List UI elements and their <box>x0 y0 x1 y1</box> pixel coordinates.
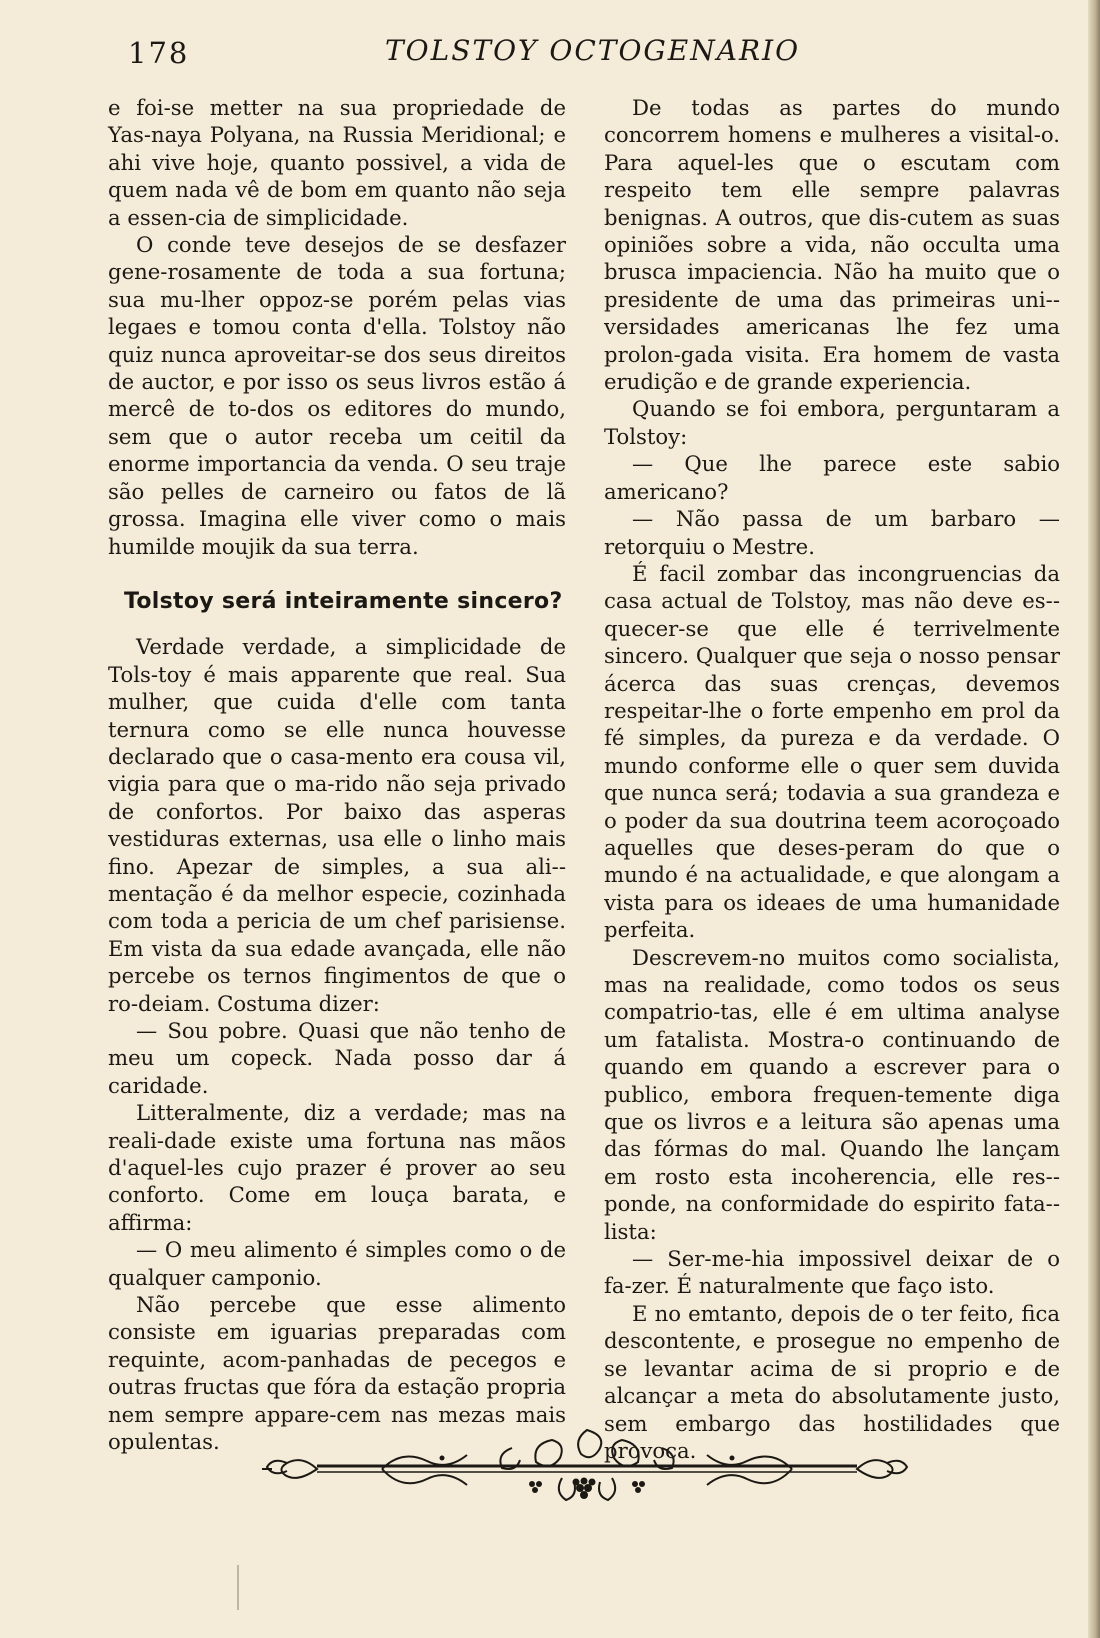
paragraph: Não percebe que esse alimento consiste em iguarias preparadas com requinte, acom-panhadas de pecegos e outras fructas que fóra da estação propria nem sempre appare-cem nas mezas mais opulentas. <box>108 1292 566 1455</box>
paragraph: Quando se foi embora, perguntaram a Tolstoy: <box>604 396 1060 449</box>
dialogue-line: — Que lhe parece este sabio americano? <box>604 451 1060 504</box>
paragraph: E no emtanto, depois de o ter feito, fica descontente, e prosegue no empenho de se levantar acima de si proprio e de alcançar a meta do absolutamente justo, sem embargo das hostilidades que provoca. <box>604 1300 1060 1463</box>
dialogue-line: — Sou pobre. Quasi que não tenho de meu um copeck. Nada posso dar á caridade. <box>108 1018 566 1098</box>
left-column <box>108 94 566 1456</box>
dialogue-line: — Não passa de um barbaro — retorquiu o Mestre. <box>604 506 1060 559</box>
vine-scroll-ornament-icon <box>262 1418 912 1508</box>
paragraph: Litteralmente, diz a verdade; mas na reali-dade existe uma fortuna nas mãos d'aquel-les cujo prazer é prover ao seu conforto. Come em louça barata, e affirma: <box>108 1100 566 1235</box>
running-title: TOLSTOY OCTOGENARIO <box>385 34 801 67</box>
paragraph: Descrevem-no muitos como socialista, mas na realidade, como todos os seus compatrio-tas, elle é em ultima analyse um fatalista. Mostra-o continuando de quando em quando a escrever para o publico, embora frequen-temente diga que os livros e a leitura são apenas uma das fórmas do mal. Quando lhe lançam em rosto esta incoherencia, elle res-ponde, na conformidade do espirito fata-lista: <box>604 944 1060 1244</box>
page-edge <box>1088 0 1100 1638</box>
paragraph: De todas as partes do mundo concorrem homens e mulheres a visital-o. Para aquel-les que o escutam com respeito tem elle sempre palavras benignas. A outros, que dis-cutem as suas opiniões sobre a vida, não occulta uma brusca impaciencia. Não ha muito que o presidente de uma das primeiras uni-versidades americanas lhe fez uma prolon-gada visita. Era homem de vasta erudição e de grande experiencia. <box>604 95 1060 395</box>
paragraph: É facil zombar das incongruencias da casa actual de Tolstoy, mas não deve es-quecer-se que elle é terrivelmente sincero. Qualquer que seja o nosso pensar ácerca das suas crenças, devemos respeitar-lhe o forte empenho em prol da fé simples, da pureza e da verdade. O mundo conforme elle o quer sem duvida que nunca será; todavia a sua grandeza e o poder da sua doutrina teem acoroçoado aquelles que deses-peram do que o mundo é na actualidade, e que alongam a vista para os ideaes de uma humanidade perfeita. <box>604 560 1060 943</box>
dialogue-line: — O meu alimento é simples como o de qualquer camponio. <box>108 1237 566 1290</box>
section-heading: Tolstoy será inteiramente sincero? <box>124 588 563 614</box>
paragraph: e foi-se metter na sua propriedade de Yas-naya Polyana, na Russia Meridional; e ahi vive hoje, quanto possivel, a vida de quem nada vê de bom em quanto não seja a essen-cia de simplicidade. <box>108 95 566 230</box>
right-column <box>604 94 1060 1464</box>
paragraph: Verdade verdade, a simplicidade de Tols-toy é mais apparente que real. Sua mulher, que cuida d'elle com tanta ternura como se elle nunca houvesse declarado que o casa-mento era cousa vil, vigia para que o ma-rido não seja privado de confortos. Por baixo das asperas vestiduras externas, usa elle o linho mais fino. Apezar de simples, a sua ali-mentação é da melhor especie, cozinhada com toda a pericia de um chef parisiense. Em vista da sua edade avançada, elle não percebe os ternos fingimentos de que o ro-deiam. Costuma dizer: <box>108 634 566 1016</box>
paragraph: O conde teve desejos de se desfazer gene-rosamente de toda a sua fortuna; sua mu-lher oppoz-se porém pelas vias legaes e tomou conta d'ella. Tolstoy não quiz nunca aproveitar-se dos seus direitos de auctor, e por isso os seus livros estão á mercê de to-dos os editores do mundo, sem que o autor receba um ceitil da enorme importancia da venda. O seu traje são pelles de carneiro ou fatos de lã grossa. Imagina elle viver como o mais humilde moujik da sua terra. <box>108 232 566 559</box>
page-number: 178 <box>128 36 190 70</box>
page-header <box>0 32 1100 72</box>
stray-mark <box>237 1565 239 1610</box>
dialogue-line: — Ser-me-hia impossivel deixar de o fa-zer. É naturalmente que faço isto. <box>604 1246 1060 1299</box>
